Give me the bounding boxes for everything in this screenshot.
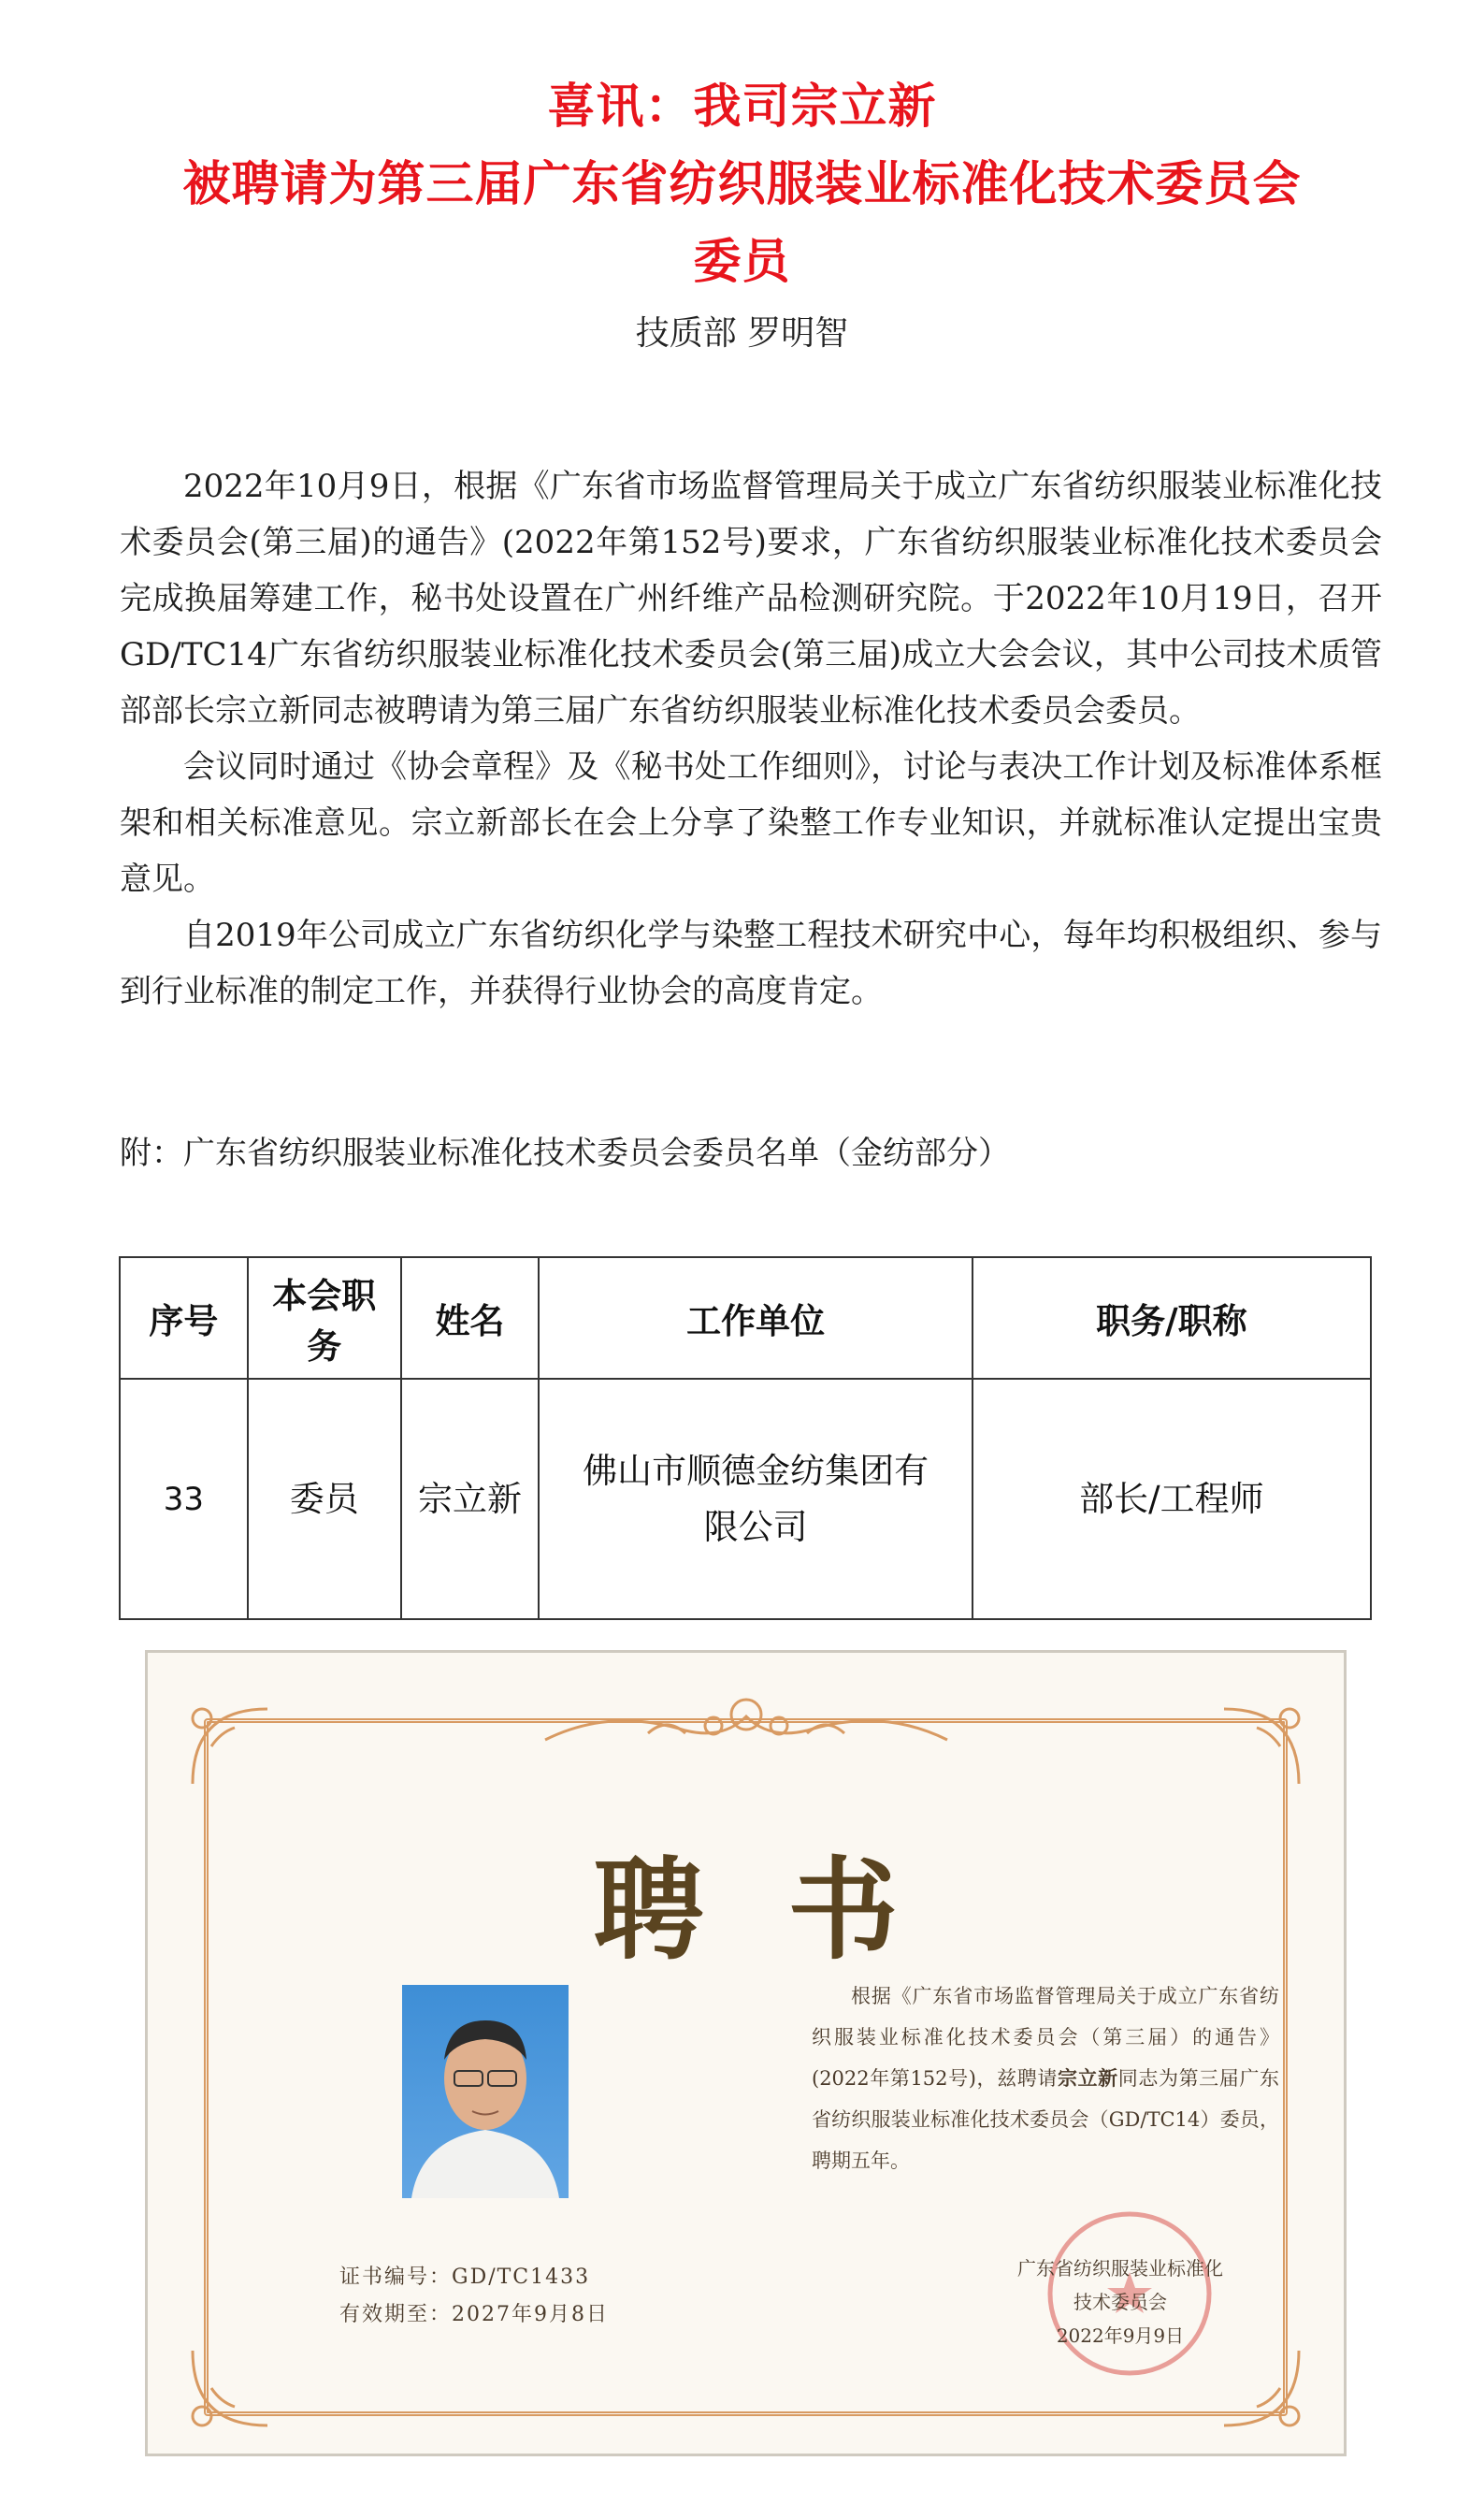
corner-ornament-icon [1215,1690,1318,1793]
headline-line-2: 被聘请为第三届广东省纺织服装业标准化技术委员会 [182,156,1302,212]
certificate-validity: 有效期至：2027年9月8日 [339,2303,609,2326]
certificate-text-part: 同志为第三届广东省纺织服装业标准化技术委员会（GD/TC14）委员，聘期五年。 [812,2067,1279,2172]
certificate-meta [339,2259,609,2334]
certificate-text-part: 根据《广东省市场监督管理局关于成立广东省纺织服装业标准化技术委员会（第三届）的通告》(2022年第152号)，兹聘请 [812,1985,1279,2090]
appointee-name: 宗立新 [1057,2066,1118,2090]
column-header: 序号 [120,1257,248,1379]
corner-ornament-icon [174,2341,277,2444]
author-byline: 技质部 罗明智 [635,314,849,353]
certificate-text [812,1976,1279,2181]
column-header: 职务/职称 [973,1257,1371,1379]
paragraph: 自2019年公司成立广东省纺织化学与染整工程技术研究中心，每年均积极组织、参与到行业标准的制定工作，并获得行业协会的高度肯定。 [120,917,1382,1010]
paragraph: 2022年10月9日，根据《广东省市场监督管理局关于成立广东省纺织服装业标准化技术委员会(第三届)的通告》(2022年第152号)要求，广东省纺织服装业标准化技术委员会完成换届筹建工作，秘书处设置在广州纤维产品检测研究院。于2022年10月19日，召开GD/TC14广东省纺织服装业标准化技术委员会(第三届)成立大会会议，其中公司技术质管部部长宗立新同志被聘请为第三届广东省纺织服装业标准化技术委员会委员。 [120,468,1382,730]
portrait-photo [402,1985,569,2198]
table-header-row [120,1257,1371,1379]
cell-no: 33 [120,1379,248,1619]
corner-ornament-icon [1215,2341,1318,2444]
headline-line-1: 喜讯：我司宗立新 [547,79,937,135]
appendix-caption: 附：广东省纺织服装业标准化技术委员会委员名单（金纺部分） [120,1135,1010,1172]
headline-line-3: 委员 [693,234,791,290]
appointment-certificate [145,1650,1347,2456]
member-table [119,1256,1372,1620]
issuer-block [971,2251,1270,2353]
issuer-name: 技术委员会 [1073,2291,1167,2313]
certificate-heading: 聘书 [593,1845,983,1975]
cell-name: 宗立新 [401,1379,540,1619]
floral-ornament-icon [536,1688,957,1754]
cell-unit: 佛山市顺德金纺集团有限公司 [539,1379,972,1619]
certificate-number: 证书编号：GD/TC1433 [339,2266,591,2289]
column-header: 本会职务 [248,1257,401,1379]
table-row [120,1379,1371,1619]
column-header: 姓名 [401,1257,540,1379]
paragraph: 会议同时通过《协会章程》及《秘书处工作细则》，讨论与表决工作计划及标准体系框架和相关标准意见。宗立新部长在会上分享了染整工作专业知识，并就标准认定提出宝贵意见。 [120,748,1382,898]
corner-ornament-icon [174,1690,277,1793]
cell-role: 委员 [248,1379,401,1619]
cell-title: 部长/工程师 [973,1379,1371,1619]
article-body [120,458,1382,1020]
column-header: 工作单位 [539,1257,972,1379]
issue-date: 2022年9月9日 [1056,2324,1185,2347]
issuer-name: 广东省纺织服装业标准化 [1017,2257,1223,2280]
